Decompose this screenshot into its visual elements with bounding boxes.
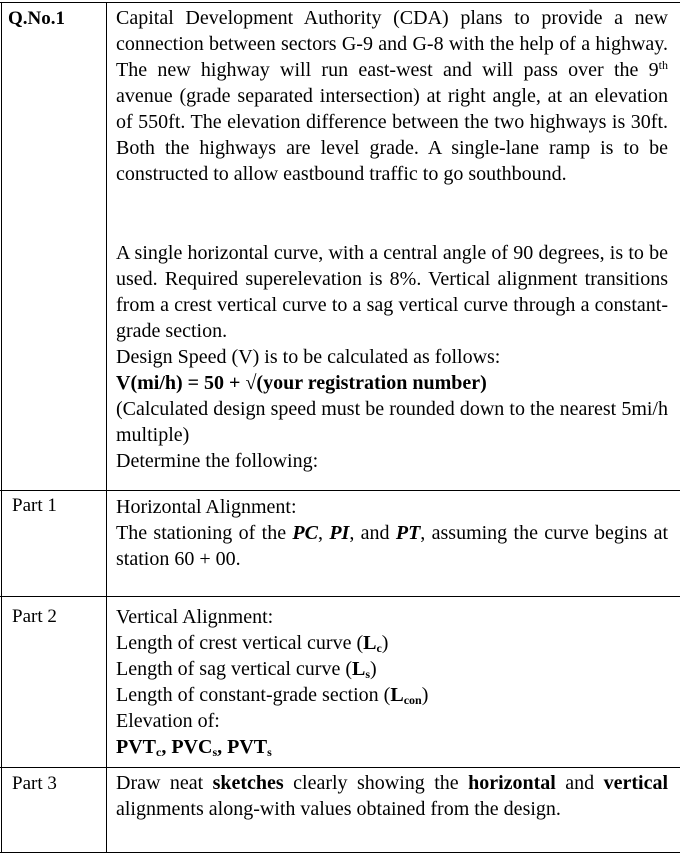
pt-term: PT: [395, 522, 421, 544]
rounding-note: (Calculated design speed must be rounded down to the nearest 5mi/h multiple): [116, 398, 668, 446]
question-intro-continued: avenue (grade separated intersection) at right angle, at an elevation of 550ft. The elevation difference between the two highways is 30ft. Both the highways are level grade. A single-lane ramp is to be constructed to allow eastbound traffic to go southbound.: [116, 85, 668, 185]
sketches-term: sketches: [212, 772, 284, 794]
part1-label: Part 1: [12, 495, 57, 516]
part3-text-b: clearly showing the: [283, 772, 469, 794]
table-top-border: [0, 2, 680, 3]
pvtc-subscript: c: [156, 745, 162, 759]
pc-term: PC: [292, 522, 318, 544]
crest-text: Length of crest vertical curve (: [116, 632, 364, 654]
row-divider-2: [0, 596, 680, 597]
table-left-border: [1, 2, 2, 853]
vertical-term: vertical: [603, 772, 669, 794]
avenue-ordinal-suffix: th: [658, 58, 668, 72]
part3-label: Part 3: [12, 773, 57, 794]
question-label: Q.No.1: [8, 8, 65, 29]
part1-text-b: , assuming the curve begins at station 60 + 00.: [116, 522, 669, 570]
constant-grade-line: [116, 682, 668, 708]
crest-close: ): [381, 632, 389, 654]
crest-symbol: L: [363, 632, 377, 654]
part1-sep1: ,: [317, 522, 330, 544]
elev-sep1: ,: [161, 736, 172, 758]
design-speed-line: Design Speed (V) is to be calculated as follows:: [116, 346, 501, 368]
pvcs-subscript: s: [212, 745, 218, 759]
question-body: [116, 5, 668, 187]
question-intro: Capital Development Authority (CDA) plans to provide a new connection between sectors G-9 and G-8 with the help of a highway. The new highway will run east-west and will pass over the 9: [116, 7, 668, 81]
part3-text-c: and: [555, 772, 604, 794]
determine-line: Determine the following:: [116, 450, 319, 472]
table-bottom-border: [0, 852, 680, 853]
horizontal-term: horizontal: [468, 772, 556, 794]
con-symbol: L: [390, 684, 404, 706]
curve-paragraph: A single horizontal curve, with a central angle of 90 degrees, is to be used. Required superelevation is 8%. Vertical alignment transitions from a crest vertical curve to a sag vertical curve through a constant-grade section.: [116, 242, 668, 342]
elev-sep2: ,: [217, 736, 228, 758]
pvtc-term: PVT: [116, 736, 156, 758]
design-speed-formula: V(mi/h) = 50 + √(your registration number): [116, 372, 487, 394]
crest-subscript: c: [376, 641, 382, 655]
row-divider-1: [0, 490, 680, 491]
part3-text-d: alignments along-with values obtained from the design.: [116, 798, 561, 820]
part1-body: [116, 520, 668, 572]
part3-text-a: Draw neat: [116, 772, 213, 794]
con-text: Length of constant-grade section (: [116, 684, 391, 706]
pvcs-term: PVC: [171, 736, 213, 758]
pvts-term: PVT: [227, 736, 268, 758]
sag-subscript: s: [365, 667, 371, 681]
part1-heading: Horizontal Alignment:: [116, 496, 297, 518]
elevation-points-line: [116, 734, 668, 760]
part1-text-a: The stationing of the: [116, 522, 293, 544]
part3-body: [116, 770, 668, 822]
sag-close: ): [370, 658, 377, 680]
elevation-of-line: Elevation of:: [116, 710, 220, 732]
sag-length-line: [116, 656, 668, 682]
part2-heading: Vertical Alignment:: [116, 606, 274, 628]
pvts-subscript: s: [267, 745, 272, 759]
crest-length-line: [116, 630, 668, 656]
row-divider-3: [0, 767, 680, 768]
part2-label: Part 2: [12, 606, 57, 627]
con-close: ): [421, 684, 429, 706]
column-divider: [106, 2, 107, 853]
sag-symbol: L: [352, 658, 366, 680]
sag-text: Length of sag vertical curve (: [116, 658, 353, 680]
con-subscript: con: [403, 693, 422, 707]
part1-sep2: , and: [349, 522, 396, 544]
pi-term: PI: [329, 522, 350, 544]
